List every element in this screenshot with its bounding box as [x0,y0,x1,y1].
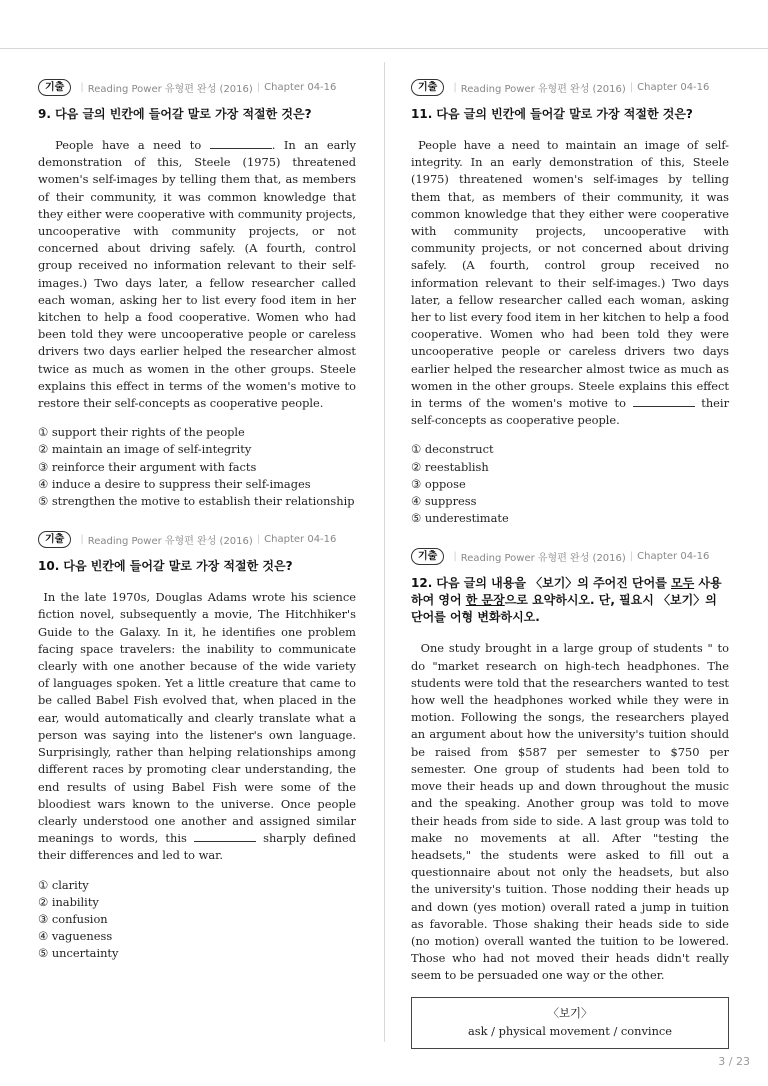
exam-badge: 기출 [411,548,444,565]
question-title: 10. 다음 빈칸에 들어갈 말로 가장 적절한 것은? [38,559,293,574]
left-column [38,78,356,977]
page-number: 3 / 23 [718,1055,750,1068]
exam-badge: 기출 [38,79,71,96]
right-column [411,78,729,1063]
question-10 [38,530,356,962]
question-passage: In the late 1970s, Douglas Adams wrote his science fiction novel, subsequently a movie, The Hitchhiker's Guide to the Galaxy. In it, he identifies one problem facing space travelers: the inability to communicate clearly with one another because of the wide variety of languages spoken. Yet a little creature that came to be called Babel Fish evolved that, when placed in the ear, would automatically and clearly translate what a person was saying into the listener's own language. Surprisingly, rather than helping relationships among different races by promoting clear understanding, the end results of using Babel Fish were some of the bloodiest wars known to the universe. Once people clearly understood one another and assigned similar meanings to words, this sharply defined their differences and led to war. [38,590,357,863]
question-meta: 기출 | Reading Power 유형편 완성 (2016) | Chapter 04-16 [38,530,356,548]
option-5: ⑤ uncertainty [38,946,119,961]
question-meta: 기출 | Reading Power 유형편 완성 (2016) | Chapter 04-16 [38,78,356,96]
option-1: ① deconstruct [411,442,494,457]
header-rule [0,48,768,49]
column-divider [384,62,385,1042]
option-2: ② reestablish [411,459,489,474]
source-label: Reading Power 유형편 완성 (2016) [460,83,626,95]
option-2: ② inability [38,894,99,909]
source-label: Reading Power 유형편 완성 (2016) [87,83,253,95]
question-passage: People have a need to maintain an image of self-integrity. In an early demonstration of this, Steele (1975) threatened women's self-images by telling them that, as members of their community, it was common knowledge that they either were cooperative with community projects, uncooperative with community projects, or not concerned about driving safely. (A fourth, control group received no information relevant to their self-images.) Two days later, a fellow researcher called each woman, asking her to list every food item in her kitchen to help a food cooperative. Women who had been told they were uncooperative people or careless drivers two days earlier helped the researcher almost twice as much as women in the other groups. Steele explains this effect in terms of the women's motive to their self-concepts as cooperative people. [411,138,730,428]
option-5: ⑤ strengthen the motive to establish their relationship [38,494,355,509]
option-3: ③ oppose [411,476,466,491]
question-title: 9. 다음 글의 빈칸에 들어갈 말로 가장 적절한 것은? [38,107,312,121]
answer-options [411,441,729,527]
chapter-label: Chapter 04-16 [637,81,710,93]
option-3: ③ reinforce their argument with facts [38,459,257,474]
answer-blank [210,138,272,149]
word-box-title: 〈보기〉 [547,1005,593,1020]
source-label: Reading Power 유형편 완성 (2016) [87,535,253,547]
chapter-label: Chapter 04-16 [264,81,337,93]
question-title: 12. 다음 글의 내용을 〈보기〉의 주어진 단어를 모두 사용하여 영어 한 문장으로 요약하시오. 단, 필요시 〈보기〉의 단어를 어형 변화하시오. [411,576,722,625]
chapter-label: Chapter 04-16 [637,550,710,562]
question-meta: 기출 | Reading Power 유형편 완성 (2016) | Chapter 04-16 [411,547,729,565]
option-5: ⑤ underestimate [411,511,509,526]
chapter-label: Chapter 04-16 [264,533,337,545]
word-box-words: ask / physical movement / convince [467,1023,673,1038]
question-11 [411,78,729,527]
option-1: ① support their rights of the people [38,425,245,440]
question-passage: One study brought in a large group of students " to do "market research on high-tech headphones. The students were told that the researchers wanted to test how well the headphones worked while they were in motion. Following the songs, the researchers played an argument about how the university's tuition should be raised from $587 per semester to $750 per semester. One group of students had been told to move their heads up and down throughout the music and the speaking. Another group was told to move their heads from side to side. A last group was told to make no movements at all. After "testing the headsets," the students were asked to fill out a questionnaire about not only the headsets, but also the university's tuition. Those nodding their heads up and down (yes motion) overall rated a jump in tuition as favorable. Those shaking their heads side to side (no motion) overall wanted the tuition to be lowered. Those who had not moved their heads didn't really seem to be persuaded one way or the other. [411,641,729,983]
word-box [411,997,729,1049]
option-3: ③ confusion [38,911,108,926]
source-label: Reading Power 유형편 완성 (2016) [460,552,626,564]
question-9 [38,78,356,510]
question-passage: People have a need to . In an early demonstration of this, Steele (1975) threatened women's self-images by telling them that, as members of their community, it was common knowledge that they either were cooperative with community projects, uncooperative with community projects, or not concerned about driving safely. (A fourth, control group received no information relevant to their self-images.) Two days later, a fellow researcher called each woman, asking her to list every food item in her kitchen to help a food cooperative. Women who had been told they were uncooperative people or careless drivers two days earlier helped the researcher almost twice as much as women in the other groups. Steele explains this effect in terms of the women's motive to restore their self-concepts as cooperative people. [38,138,356,411]
exam-badge: 기출 [411,79,444,96]
option-2: ② maintain an image of self-integrity [38,442,252,457]
answer-blank [194,831,256,842]
answer-options [38,877,356,963]
option-1: ① clarity [38,877,89,892]
question-12 [411,547,729,1048]
option-4: ④ suppress [411,494,477,509]
option-4: ④ vagueness [38,929,113,944]
answer-blank [633,396,695,407]
exam-badge: 기출 [38,531,71,548]
question-title: 11. 다음 글의 빈칸에 들어갈 말로 가장 적절한 것은? [411,107,693,121]
option-4: ④ induce a desire to suppress their self-images [38,476,311,491]
question-meta: 기출 | Reading Power 유형편 완성 (2016) | Chapter 04-16 [411,78,729,96]
answer-options [38,424,356,510]
